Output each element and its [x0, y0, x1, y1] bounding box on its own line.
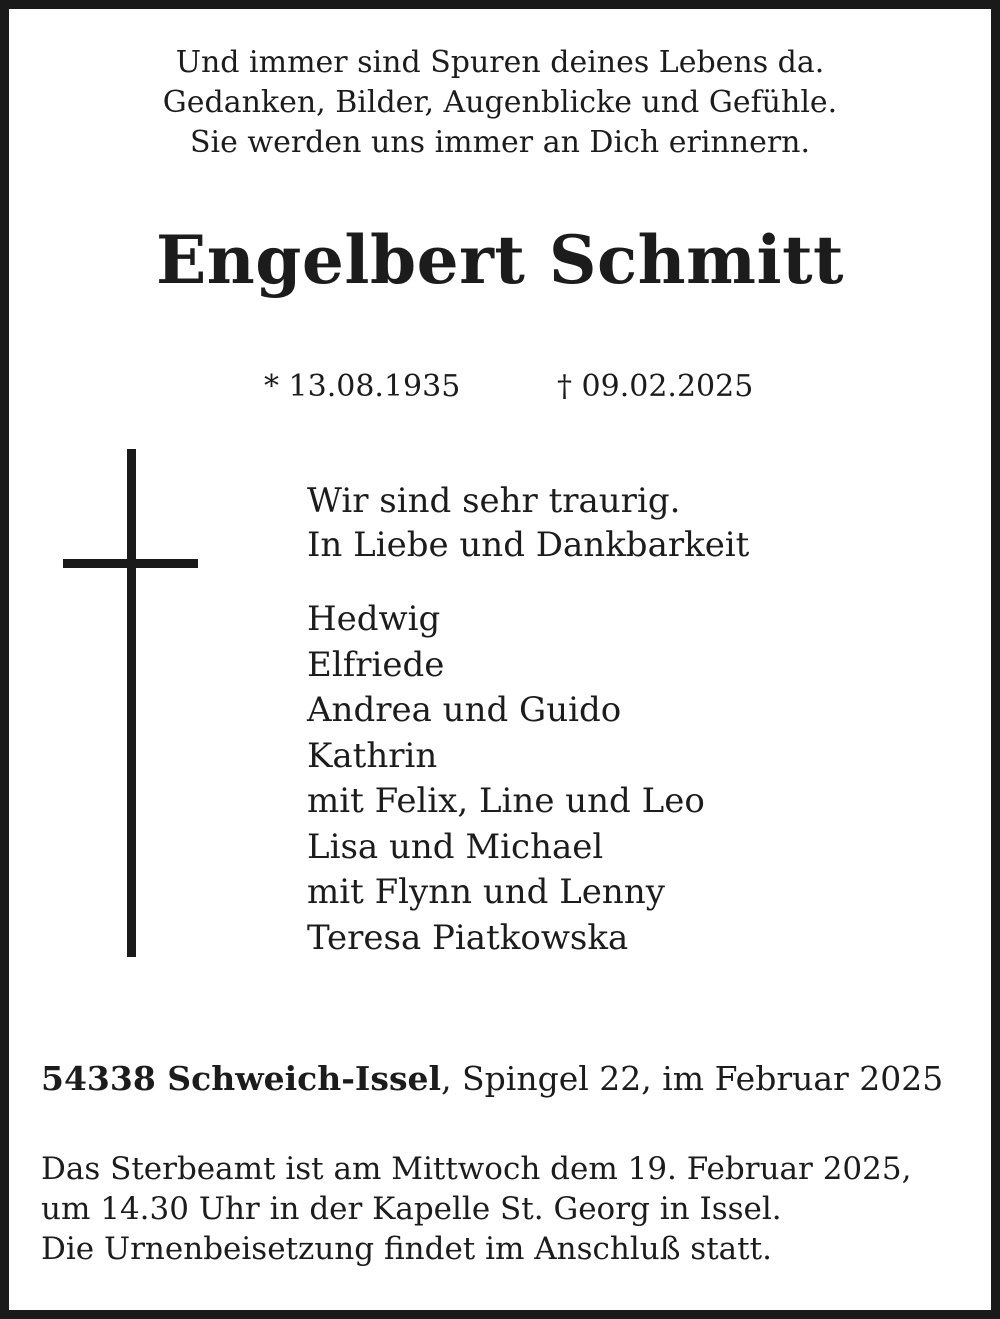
service-line: um 14.30 Uhr in der Kapelle St. Georg in Issel.: [41, 1191, 782, 1227]
address-line: [41, 1059, 943, 1098]
mourning-statement: [307, 479, 749, 567]
mourner-entry: Kathrin: [307, 735, 438, 776]
mourner-entry: Andrea und Guido: [307, 690, 622, 730]
service-line: Das Sterbeamt ist am Mittwoch dem 19. Februar 2025,: [41, 1151, 912, 1187]
birth-date: * 13.08.1935: [264, 369, 461, 404]
memorial-poem: [9, 43, 991, 163]
cross-horizontal-bar: [63, 559, 198, 568]
mourners-list: [307, 597, 705, 961]
mourning-line: Wir sind sehr traurig.: [307, 481, 681, 521]
mourner-entry: Lisa und Michael: [307, 826, 604, 867]
mourner-entry: mit Felix, Line und Leo: [307, 781, 705, 821]
mourner-entry: Hedwig: [307, 599, 441, 639]
mourner-entry: mit Flynn und Lenny: [307, 872, 665, 912]
deceased-name: Engelbert Schmitt: [155, 221, 845, 299]
mourning-line: In Liebe und Dankbarkeit: [307, 525, 750, 565]
cross-vertical-bar: [127, 449, 136, 957]
service-information: [41, 1149, 911, 1269]
death-date: † 09.02.2025: [557, 369, 754, 404]
service-line: Die Urnenbeisetzung findet im Anschluß statt.: [41, 1231, 772, 1267]
address-rest: , Spingel 22, im Februar 2025: [441, 1059, 944, 1098]
poem-line: Und immer sind Spuren deines Lebens da.: [175, 45, 825, 80]
mourner-entry: Elfriede: [307, 644, 445, 685]
address-place: 54338 Schweich-Issel: [41, 1059, 442, 1098]
mourner-entry: Teresa Piatkowska: [307, 917, 629, 958]
poem-line: Sie werden uns immer an Dich erinnern.: [189, 125, 811, 160]
poem-line: Gedanken, Bilder, Augenblicke und Gefühle.: [162, 85, 838, 120]
